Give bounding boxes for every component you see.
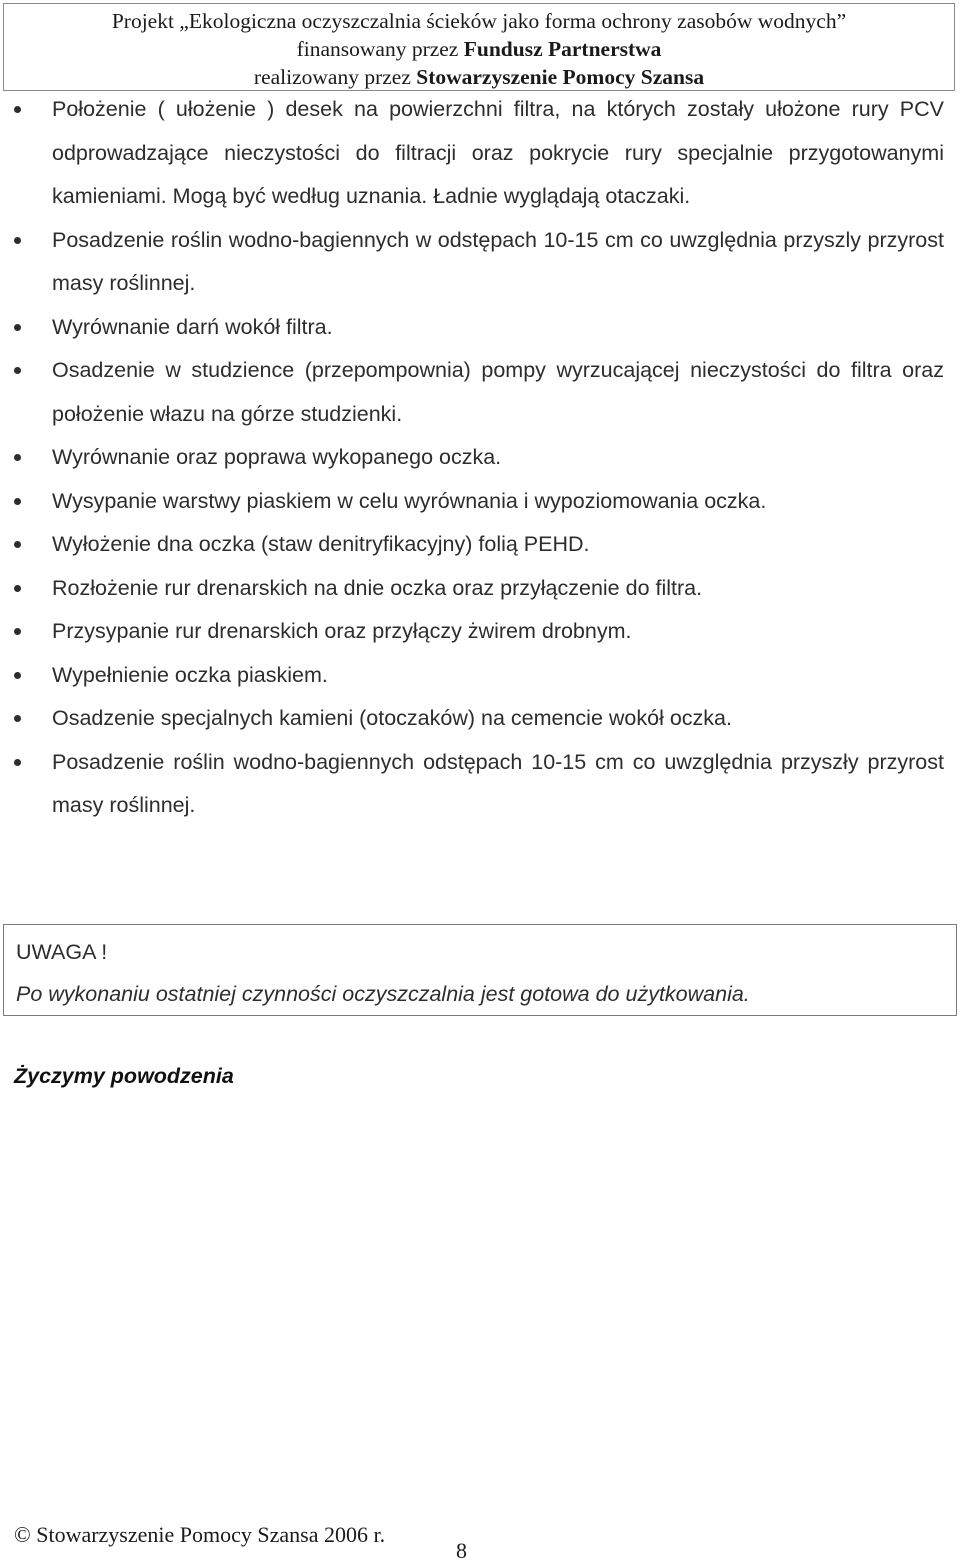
bullet-icon [14,454,21,461]
list-item [0,306,960,350]
page-header [3,3,955,91]
list-item-text: Osadzenie w studzience (przepompownia) pompy wyrzucającej nieczystości do filtra oraz położenie włazu na górze studzienki. [52,358,944,426]
list-item [0,219,960,306]
steps-list [0,88,960,828]
list-item [0,567,960,611]
bullet-icon [14,367,21,374]
list-item-text: Wysypanie warstwy piaskiem w celu wyrównania i wypoziomowania oczka. [52,488,767,513]
list-item-text: Wyłożenie dna oczka (staw denitryfikacyjny) folią PEHD. [52,532,590,556]
bullet-icon [14,541,21,548]
list-item [0,480,960,524]
warning-title: UWAGA ! [16,940,108,964]
warning-box [3,924,957,1016]
project-title: Projekt „Ekologiczna oczyszczalnia ścieków jako forma ochrony zasobów wodnych” [111,9,847,33]
page-number: 8 [456,1538,467,1563]
bullet-icon [14,672,21,679]
bullet-icon [14,715,21,722]
list-item-text: Położenie ( ułożenie ) desek na powierzchni filtra, na których zostały ułożone rury PCV odprowadzające nieczystości do filtracji oraz pokrycie rury specjalnie przygotowanymi kamieniami. Mogą być według uznania. Ładnie wyglądają otaczaki. [52,97,944,208]
list-item-text: Wypełnienie oczka piaskiem. [52,662,328,687]
bullet-icon [14,324,21,331]
list-item-text: Przysypanie rur drenarskich oraz przyłączy żwirem drobnym. [52,619,632,643]
list-item [0,436,960,480]
list-item-text: Posadzenie roślin wodno-bagiennych w odstępach 10-15 cm co uwzględnia przyszly przyrost masy roślinnej. [52,227,944,295]
closing-wish: Życzymy powodzenia [14,1064,234,1088]
list-item [0,654,960,698]
bullet-icon [14,585,21,592]
footer-copyright: © Stowarzyszenie Pomocy Szansa 2006 r. [14,1522,386,1547]
list-item [0,610,960,654]
bullet-icon [14,628,21,635]
implementer-line [4,63,954,91]
bullet-icon [14,237,21,244]
implementer-prefix: realizowany przez [253,65,417,89]
warning-text: Po wykonaniu ostatniej czynności oczyszczalnia jest gotowa do użytkowania. [16,982,750,1006]
list-item-text: Wyrównanie oraz poprawa wykopanego oczka. [52,445,502,469]
list-item-text: Osadzenie specjalnych kamieni (otoczaków) na cemencie wokół oczka. [52,706,732,730]
implementer-organization: Stowarzyszenie Pomocy Szansa [416,65,705,89]
bullet-icon [14,498,21,505]
list-item [0,88,960,219]
list-item-text: Rozłożenie rur drenarskich na dnie oczka oraz przyłączenie do filtra. [52,575,703,600]
list-item-text: Posadzenie roślin wodno-bagiennych odstępach 10-15 cm co uwzględnia przyszły przyrost masy roślinnej. [52,749,944,817]
funding-line [4,35,954,63]
funding-prefix: finansowany przez [296,37,464,61]
funding-organization: Fundusz Partnerstwa [463,37,662,61]
bullet-icon [14,106,21,113]
list-item [0,349,960,436]
list-item-text: Wyrównanie darń wokół filtra. [52,314,333,339]
list-item [0,741,960,828]
bullet-icon [14,759,21,766]
list-item [0,523,960,567]
list-item [0,697,960,741]
